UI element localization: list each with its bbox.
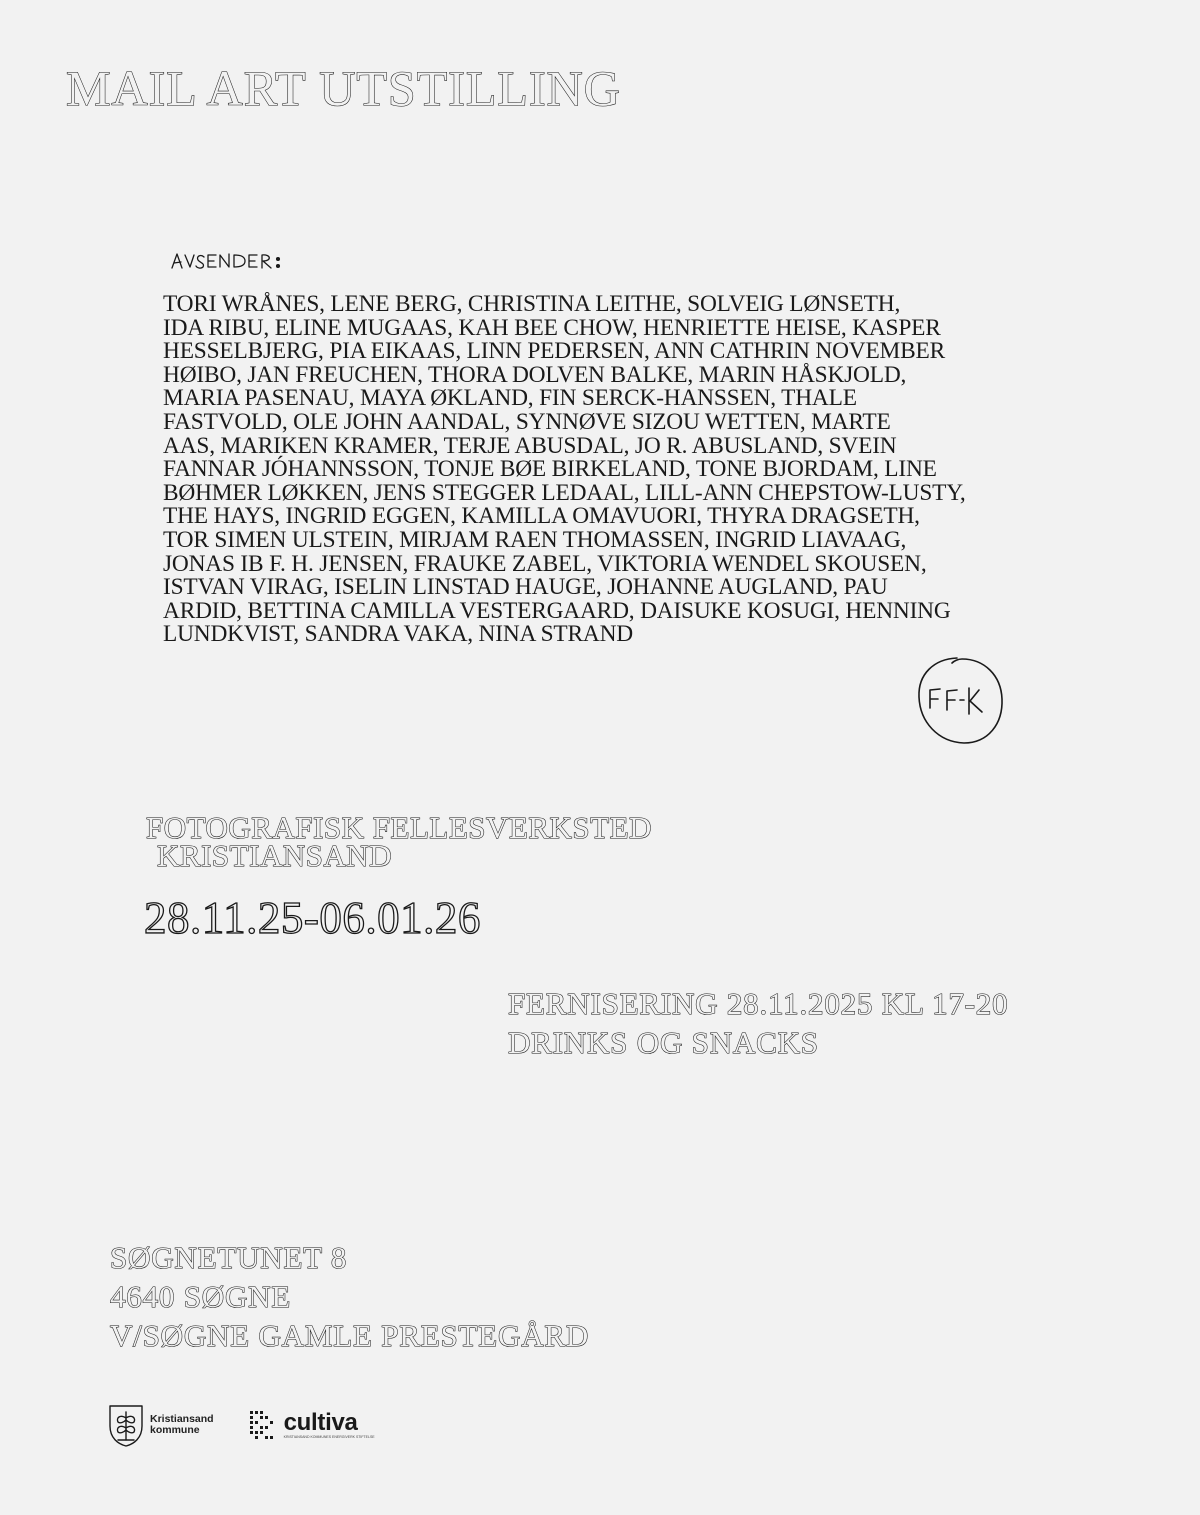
exhibition-dates: 28.11.25-06.01.26 xyxy=(144,893,481,943)
sender-line: TOR SIMEN ULSTEIN, MIRJAM RAEN THOMASSEN, INGRID LIAVAAG, xyxy=(163,526,907,553)
sender-label-handwritten xyxy=(168,246,318,281)
sender-line: TORI WRÅNES, LENE BERG, CHRISTINA LEITHE, SOLVEIG LØNSETH, xyxy=(163,291,901,317)
sender-line: HESSELBJERG, PIA EIKAAS, LINN PEDERSEN, ANN CATHRIN NOVEMBER xyxy=(163,338,946,365)
sender-line: FANNAR JÓHANNSSON, TONJE BØE BIRKELAND, TONE BJORDAM, LINE xyxy=(163,456,937,483)
sender-names-list xyxy=(163,293,1043,647)
sponsor-logos xyxy=(106,1402,375,1448)
venue-line-2: KRISTIANSAND xyxy=(157,838,393,873)
sender-line: LUNDKVIST, SANDRA VAKA, NINA STRAND xyxy=(163,621,633,648)
cultiva-dot-grid-icon xyxy=(248,1409,280,1441)
venue-line-1: FOTOGRAFISK FELLESVERKSTED xyxy=(146,810,652,845)
address-line-2: 4640 SØGNE xyxy=(110,1279,292,1314)
sender-line: JONAS IB F. H. JENSEN, FRAUKE ZABEL, VIKTORIA WENDEL SKOUSEN, xyxy=(163,550,927,577)
address xyxy=(110,1238,589,1355)
cultiva-tagline: KRISTIANSAND KOMMUNES ENERGIVERK STIFTELSE xyxy=(283,1435,375,1439)
sender-line: AAS, MARIKEN KRAMER, TERJE ABUSDAL, JO R. ABUSLAND, SVEIN xyxy=(163,432,897,459)
poster-title: MAIL ART UTSTILLING xyxy=(66,60,621,116)
kristiansand-kommune-logo xyxy=(106,1402,214,1448)
opening-line-1: FERNISERING 28.11.2025 KL 17-20 xyxy=(508,986,1009,1021)
kommune-crest-icon xyxy=(106,1402,146,1448)
ffk-stamp-logo xyxy=(912,650,1012,755)
venue-name xyxy=(146,810,652,873)
sender-line: HØIBO, JAN FREUCHEN, THORA DOLVEN BALKE, MARIN HÅSKJOLD, xyxy=(163,361,907,388)
cultiva-wordmark: cultiva xyxy=(283,1409,358,1436)
sender-line: IDA RIBU, ELINE MUGAAS, KAH BEE CHOW, HENRIETTE HEISE, KASPER xyxy=(163,314,941,341)
sender-line: THE HAYS, INGRID EGGEN, KAMILLA OMAVUORI, THYRA DRAGSETH, xyxy=(163,503,920,530)
kommune-name-line-1: Kristiansand xyxy=(150,1413,214,1425)
opening-info xyxy=(508,984,1008,1062)
sender-line: BØHMER LØKKEN, JENS STEGGER LEDAAL, LILL-ANN CHEPSTOW-LUSTY, xyxy=(163,479,966,506)
address-line-3: V/SØGNE GAMLE PRESTEGÅRD xyxy=(110,1318,590,1353)
kommune-name-line-2: kommune xyxy=(150,1424,200,1436)
address-line-1: SØGNETUNET 8 xyxy=(110,1240,348,1275)
cultiva-logo xyxy=(248,1409,375,1441)
opening-line-2: DRINKS OG SNACKS xyxy=(508,1025,819,1060)
sender-line: ARDID, BETTINA CAMILLA VESTERGAARD, DAISUKE KOSUGI, HENNING xyxy=(163,597,951,624)
sender-line: ISTVAN VIRAG, ISELIN LINSTAD HAUGE, JOHANNE AUGLAND, PAU xyxy=(163,574,888,601)
sender-line: MARIA PASENAU, MAYA ØKLAND, FIN SERCK-HANSSEN, THALE xyxy=(163,385,857,412)
sender-line: FASTVOLD, OLE JOHN AANDAL, SYNNØVE SIZOU WETTEN, MARTE xyxy=(163,408,891,435)
